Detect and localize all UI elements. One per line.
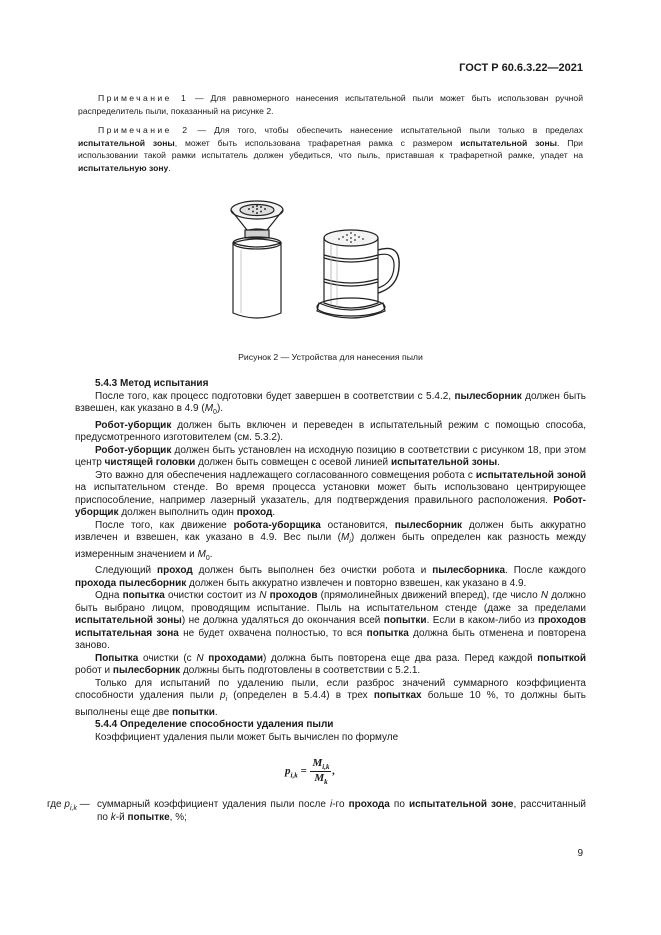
note-1 xyxy=(78,92,583,117)
section-heading: 5.4.4 Определение способности удаления пыли xyxy=(95,719,334,730)
paragraph: Следующий проход должен быть выполнен без очистки робота и пылесборника. После каждого прохода пылесборник должен быть аккуратно извлечен и повторно взвешен, как указано в 4.9. xyxy=(75,565,586,589)
page-number: 9 xyxy=(577,848,583,859)
legend-term: где $p_{i,k}$ — xyxy=(47,799,90,812)
figure-caption: Рисунок 2 — Устройства для нанесения пыли xyxy=(238,352,423,362)
main-text xyxy=(75,378,586,744)
standard-number: ГОСТ Р 60.6.3.22—2021 xyxy=(459,62,583,74)
fraction: $\frac{M_{i,k}}{M_k}$ xyxy=(312,757,330,787)
paragraph: Только для испытаний по удалению пыли, если разброс значений суммарного коэффициента способности удаления пыли $p_i$ (определен в 5.4.4) в трех попытках больше 10 %, то должны быть выполнены еще две попытки. xyxy=(75,677,586,718)
note-label: Примечание 1 xyxy=(98,93,189,103)
dust-applicators-figure xyxy=(215,195,430,340)
note-2 xyxy=(78,124,583,174)
shaker-applicator xyxy=(231,201,283,318)
paragraph: Робот-уборщик должен быть установлен на исходную позицию в соответствии с рисунком 18, при этом центр чистящей головки должен быть совмещен с осевой линией испытательной зоны. xyxy=(75,444,586,468)
paragraph: После того, как движение робота-уборщика остановится, пылесборник должен быть аккуратно извлечен и взвешен, как указано в 4.9. Вес пыли $(M_i)$ должен быть определен как разность между измеренным значением и $M_0$. xyxy=(75,519,586,562)
paragraph: После того, как процесс подготовки будет завершен в соответствии с 5.4.2, пылесборник должен быть взвешен, как указано в 4.9 $(M_0)$. xyxy=(75,390,587,416)
note-label: Примечание 2 xyxy=(98,125,190,135)
paragraph: Робот-уборщик должен быть включен и переведен в испытательный режим с помощью способа, предусмотренного изготовителем (см. 5.3.2). xyxy=(75,419,586,443)
paragraph: Одна попытка очистки состоит из N проходов (прямолинейных движений вперед), где число N должно быть выбрано лицом, проводящим испытание. Пыль на испытательном стенде (даже за пределами испытательной зоны) не должна удаляться до окончания всей попытки. Если в каком-либо из проходов испытательная зона не будет охвачена полностью, то вся попытка должна быть отменена и повторена заново. xyxy=(75,590,586,651)
formula-legend xyxy=(47,798,586,824)
paragraph: Попытка очистки (с N проходами) должна быть повторена еще два раза. Перед каждой попыткой робот и пылесборник должны быть подготовлены в соответствии с 5.2.1. xyxy=(75,652,587,676)
note-text: — Для равномерного нанесения испытательной пыли может быть использован ручной распределитель пыли, показанный на рисунке 2. xyxy=(78,93,583,116)
paragraph: Коэффициент удаления пыли может быть вычислен по формуле xyxy=(95,731,399,743)
legend-description: суммарный коэффициент удаления пыли после i-го прохода по испытательной зоне, рассчитанный по k-й попытке, %; xyxy=(97,799,586,823)
paragraph: Это важно для обеспечения надлежащего согласованного совмещения робота с испытательной зоной на испытательном стенде. Во время процесса установки может быть использовано центрирующее приспособление, например лазерный указатель, для подтверждения правильного расположения. Робот-уборщик должен выполнить один проход. xyxy=(75,469,586,518)
dust-removal-formula: $p_{i,k}$ = $\frac{M_{i,k}}{M_k}$ , xyxy=(285,757,336,787)
section-heading: 5.4.3 Метод испытания xyxy=(95,378,209,389)
note-text: — Для того, чтобы обеспечить нанесение испытательной пыли только в пределах испытательной зоны, может быть использована трафаретная рамка с размером испытательной зоны. При использовании такой рамки испытатель должен убедиться, что пыль, приставшая к трафаретной рамке, упадет на испытательную зону. xyxy=(78,125,583,173)
mug-applicator xyxy=(317,230,399,318)
